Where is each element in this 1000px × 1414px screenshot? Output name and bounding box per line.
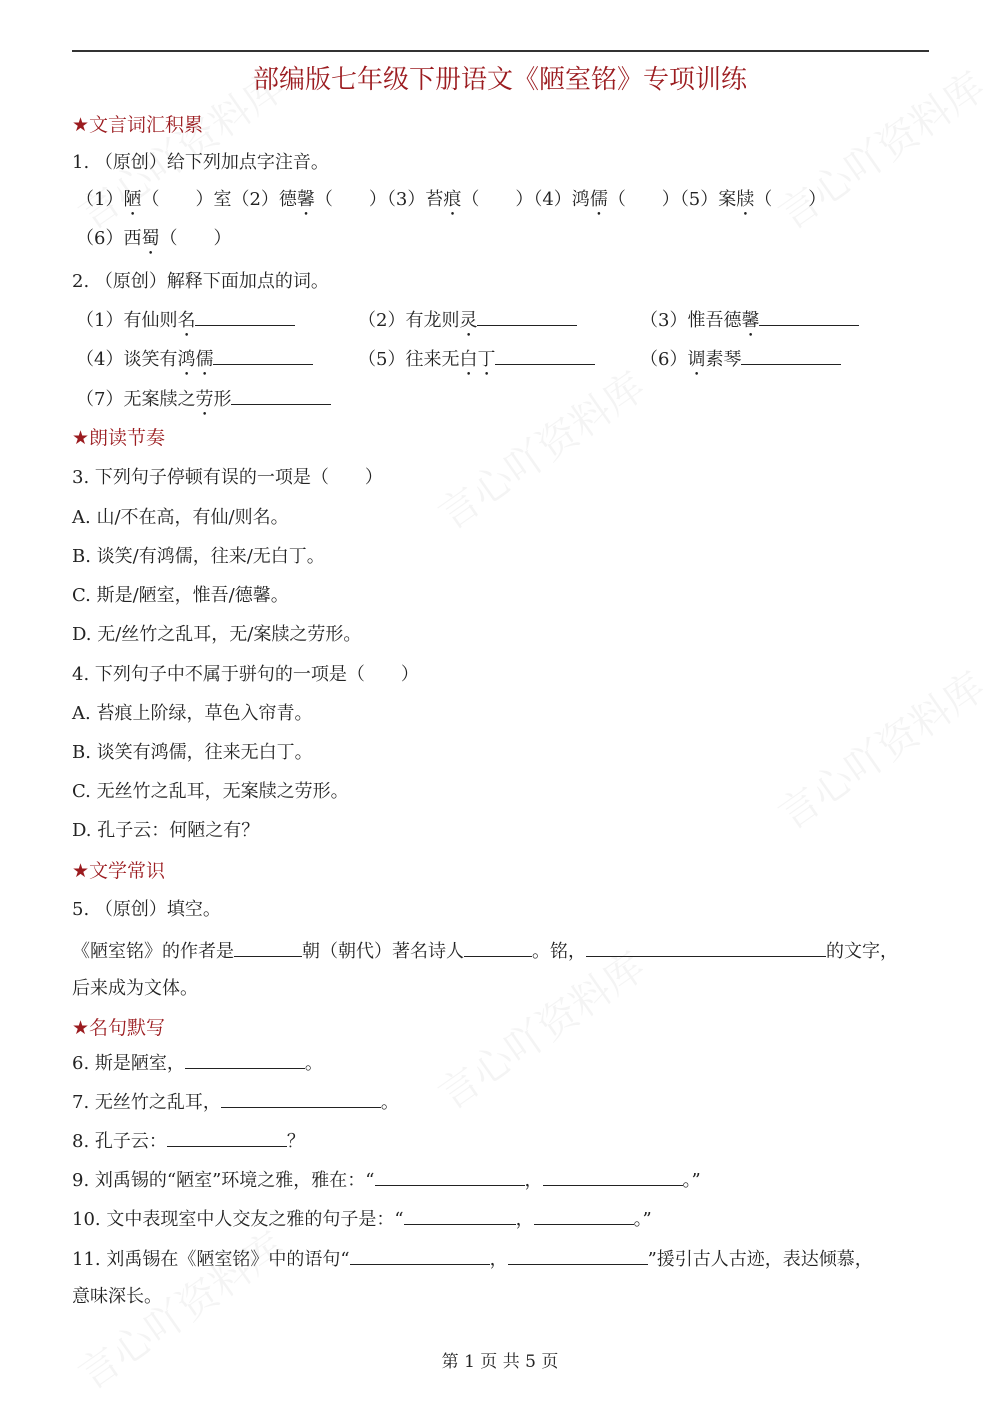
question-1-row (76, 188, 826, 220)
text-segment: 。 (304, 1053, 323, 1074)
section-heading: ★名句默写 (72, 1017, 166, 1039)
question-2-item (640, 345, 841, 380)
option-b: B. 谈笑/有鸿儒，往来/无白丁。 (72, 546, 325, 567)
text-segment: 。铭， (532, 941, 586, 962)
text-segment: （5）案 (679, 189, 737, 210)
text-segment: ”援引古人古迹，表达倾慕， (647, 1249, 873, 1270)
text-segment: 10. 文中表现室中人交友之雅的句子是：“ (72, 1209, 404, 1230)
text-segment: （1）有仙则 (76, 310, 178, 331)
text-segment: （6） (640, 349, 688, 370)
question-5-line (72, 938, 898, 964)
text-segment: （3）苔 (386, 189, 444, 210)
answer-blank[interactable] (741, 346, 841, 365)
text-segment: 素琴 (705, 349, 742, 370)
text-segment: ， (515, 1209, 534, 1230)
text-segment: 8. 孔子云： (72, 1131, 167, 1152)
section-heading: ★文学常识 (72, 860, 166, 882)
question-2-item (76, 385, 331, 420)
answer-blank[interactable] (464, 938, 532, 957)
question-2-item (358, 345, 595, 380)
dotted-text: 灵 (459, 310, 478, 331)
question-2-stem: 2. （原创）解释下面加点的词。 (72, 271, 329, 292)
question-2-item (76, 306, 295, 341)
dotted-text: 白丁 (459, 349, 496, 370)
option-c: C. 无丝竹之乱耳，无案牍之劳形。 (72, 781, 349, 802)
text-segment: （2）有龙则 (358, 310, 460, 331)
question-6 (72, 1050, 323, 1076)
question-11-cont: 意味深长。 (72, 1286, 162, 1307)
option-d: D. 无/丝竹之乱耳，无/案牍之劳形。 (72, 624, 362, 645)
section-heading: ★文言词汇积累 (72, 114, 204, 136)
text-segment: （7）无案牍之 (76, 389, 196, 410)
text-segment: （5）往来无 (358, 349, 460, 370)
answer-blank[interactable] (185, 1050, 305, 1069)
text-segment: 《陋室铭》的作者是 (72, 941, 234, 962)
answer-blank[interactable] (508, 1246, 648, 1265)
text-segment: （ ） (314, 189, 387, 210)
question-11 (72, 1246, 873, 1272)
text-segment: （4）谈笑有 (76, 349, 178, 370)
answer-blank[interactable] (234, 938, 302, 957)
text-segment: 。” (633, 1209, 652, 1230)
dotted-text: 馨 (296, 189, 315, 210)
answer-blank[interactable] (375, 1167, 525, 1186)
answer-blank[interactable] (231, 386, 331, 405)
question-10 (72, 1206, 652, 1232)
text-segment: （ ） (607, 189, 680, 210)
text-segment: （3）惟吾德 (640, 310, 742, 331)
answer-blank[interactable] (495, 346, 595, 365)
question-2-item (358, 306, 577, 341)
text-segment: （ ） (461, 189, 534, 210)
answer-blank[interactable] (167, 1128, 287, 1147)
dotted-text: 劳 (195, 389, 214, 410)
text-segment: ？ (286, 1131, 305, 1152)
section-heading: ★朗读节奏 (72, 427, 166, 449)
text-segment: 6. 斯是陋室， (72, 1053, 185, 1074)
text-segment: 。” (682, 1170, 701, 1191)
header-rule (72, 50, 929, 52)
text-segment: （ ）室 (141, 189, 232, 210)
answer-blank[interactable] (213, 346, 313, 365)
page-title: 部编版七年级下册语文《陋室铭》专项训练 (252, 65, 747, 95)
question-1-stem: 1. （原创）给下列加点字注音。 (72, 152, 329, 173)
dotted-text: 鸿儒 (177, 349, 214, 370)
text-segment: 形 (213, 389, 232, 410)
text-segment: 11. 刘禹锡在《陋室铭》中的语句“ (72, 1249, 350, 1270)
question-9 (72, 1167, 701, 1193)
answer-blank[interactable] (543, 1167, 683, 1186)
dotted-text: 馨 (741, 310, 760, 331)
dotted-text: 蜀 (141, 228, 160, 249)
text-segment: （1） (76, 189, 124, 210)
answer-blank[interactable] (404, 1206, 516, 1225)
answer-blank[interactable] (195, 307, 295, 326)
answer-blank[interactable] (759, 307, 859, 326)
question-5-stem: 5. （原创）填空。 (72, 899, 221, 920)
text-segment: 9. 刘禹锡的“陋室”环境之雅，雅在：“ (72, 1170, 375, 1191)
watermark (765, 656, 994, 840)
text-segment: 7. 无丝竹之乱耳， (72, 1092, 221, 1113)
option-b: B. 谈笑有鸿儒，往来无白丁。 (72, 742, 313, 763)
dotted-text: 调 (687, 349, 706, 370)
option-a: A. 山/不在高，有仙/则名。 (72, 507, 289, 528)
option-d: D. 孔子云：何陋之有？ (72, 820, 260, 841)
answer-blank[interactable] (477, 307, 577, 326)
text-segment: ， (524, 1170, 543, 1191)
question-7 (72, 1089, 399, 1115)
page-number: 第 1 页 共 5 页 (441, 1352, 559, 1372)
text-segment: 朝（朝代）著名诗人 (302, 941, 464, 962)
answer-blank[interactable] (534, 1206, 634, 1225)
text-segment: （4）鸿 (533, 189, 590, 210)
option-a: A. 苔痕上阶绿，草色入帘青。 (72, 703, 313, 724)
text-segment: （ ） (159, 228, 232, 249)
watermark (425, 356, 654, 540)
text-segment: ， (489, 1249, 508, 1270)
question-2-item (640, 306, 859, 341)
question-1-row (76, 227, 231, 259)
question-3-stem: 3. 下列句子停顿有误的一项是（ ） (72, 467, 383, 488)
question-4-stem: 4. 下列句子中不属于骈句的一项是（ ） (72, 664, 419, 685)
dotted-text: 陋 (123, 189, 142, 210)
question-2-item (76, 345, 313, 380)
answer-blank[interactable] (221, 1089, 381, 1108)
text-segment: （2）德 (231, 189, 297, 210)
dotted-text: 儒 (589, 189, 608, 210)
answer-blank[interactable] (586, 938, 826, 957)
text-segment: （ ） (754, 189, 827, 210)
dotted-text: 牍 (736, 189, 755, 210)
option-c: C. 斯是/陋室，惟吾/德馨。 (72, 585, 289, 606)
answer-blank[interactable] (350, 1246, 490, 1265)
text-segment: 的文字， (826, 941, 898, 962)
question-5-line: 后来成为文体。 (72, 978, 198, 999)
text-segment: 。 (380, 1092, 399, 1113)
question-8 (72, 1128, 305, 1154)
dotted-text: 名 (177, 310, 196, 331)
text-segment: （6）西 (76, 228, 142, 249)
dotted-text: 痕 (443, 189, 462, 210)
